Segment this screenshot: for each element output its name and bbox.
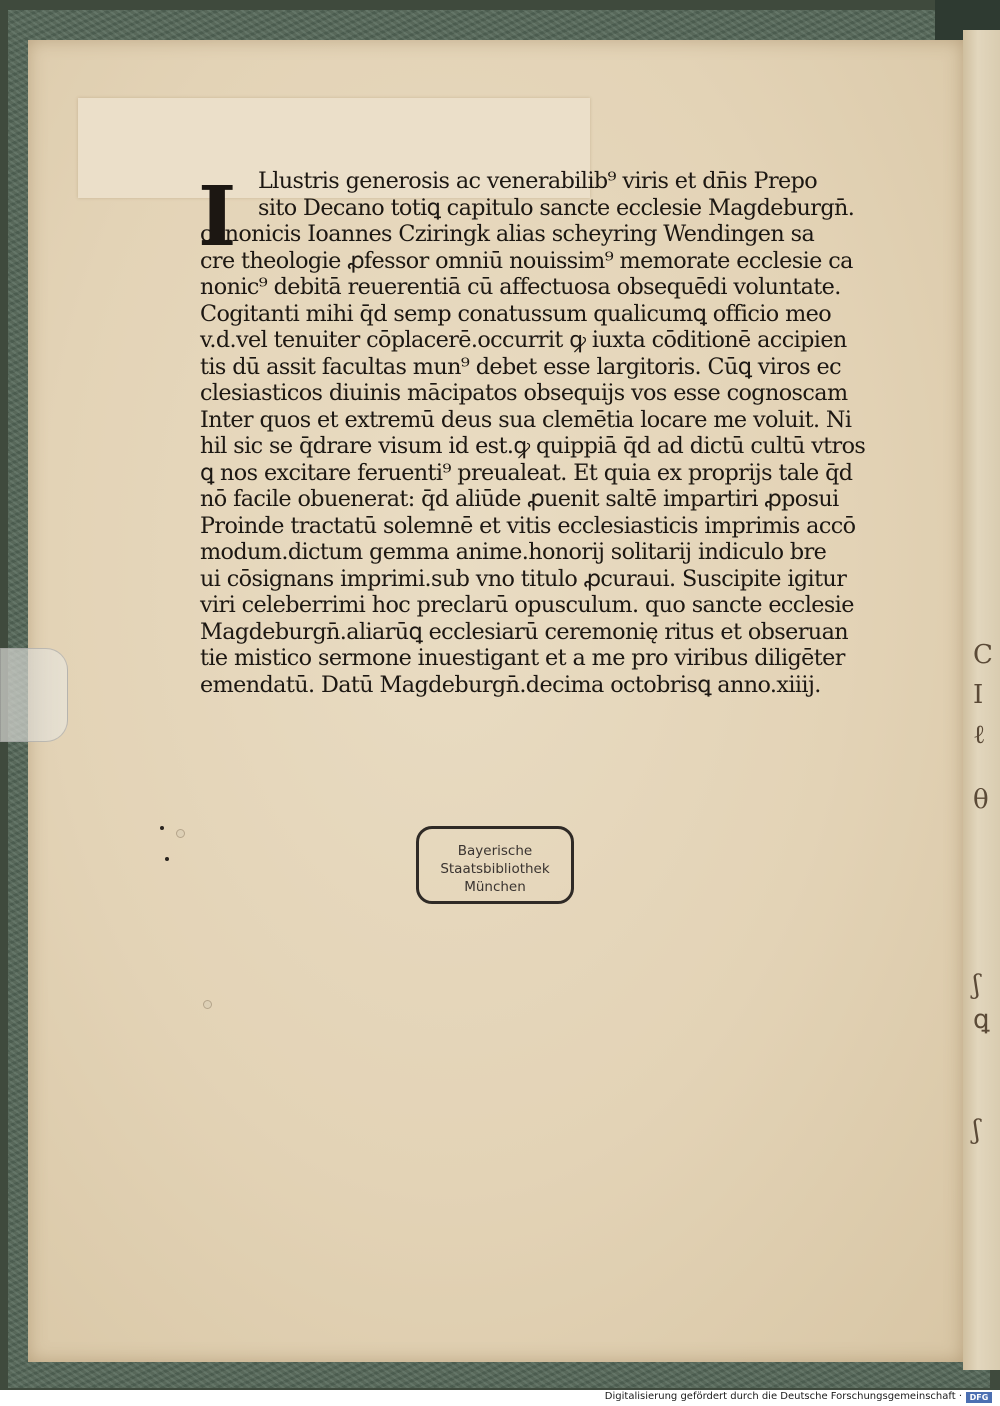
text-line: Proinde tractatū solemnē et vitis ecclesiasticis imprimis accō	[200, 512, 856, 539]
margin-mark: ꝗ	[973, 1005, 990, 1035]
text-line: Llustris generosis ac venerabilib⁹ viris et dn̄is Prepo	[258, 168, 818, 194]
text-line: nō facile obuenerat: q̄d aliūde ꝓuenit saltē impartiri ꝓposui	[200, 486, 839, 512]
stamp-line: München	[464, 879, 526, 895]
text-line: canonicis Ioannes Cziringk alias scheyring Wendingen sa	[200, 221, 815, 247]
text-line: modum.dictum gemma anime.honorij solitarij indiculo bre	[200, 539, 827, 565]
text-line: ꝗ nos excitare feruenti⁹ preualeat. Et quia ex proprijs tale q̄d	[200, 459, 853, 486]
stamp-line: Bayerische	[457, 843, 533, 859]
text-line: emendatū. Datū Magdeburgn̄.decima octobrisꝗ anno.xiiij.	[200, 671, 821, 698]
text-line: cre theologie ꝓfessor omniū nouissim⁹ memorate ecclesie ca	[200, 247, 853, 274]
text-line: tie mistico sermone inuestigant et a me pro viribus diligēter	[200, 645, 845, 671]
margin-mark: θ	[973, 785, 989, 815]
facing-page-edge	[963, 30, 1000, 1370]
dedication-text	[200, 168, 890, 698]
library-stamp	[416, 826, 574, 904]
digitization-footer	[0, 1390, 1000, 1406]
footer-credit: Digitalisierung gefördert durch die Deutsche Forschungsgemeinschaft ·	[604, 1391, 962, 1402]
text-line: ui cōsignans imprimi.sub vno titulo ꝓcuraui. Suscipite igitur	[200, 565, 847, 592]
stamp-line: Staatsbibliothek	[440, 861, 550, 877]
drop-initial: I	[198, 169, 236, 265]
text-line: v.d.vel tenuiter cōplacerē.occurrit ꝙ iuxta cōditionē accipien	[200, 327, 847, 353]
text-line: Inter quos et extremū deus sua clemētia locare me voluit. Ni	[200, 406, 852, 433]
text-line: Magdeburgn̄.aliarūꝗ ecclesiarū ceremonię ritus et obseruan	[200, 618, 849, 645]
dfg-logo-icon: DFG	[966, 1392, 992, 1403]
text-line: sito Decano totiꝗ capitulo sancte ecclesie Magdeburgn̄.	[258, 194, 855, 221]
paper-blemish	[203, 1000, 212, 1009]
margin-mark: ℓ	[973, 720, 986, 750]
text-line: Cogitanti mihi q̄d semp conatussum qualicumꝗ officio meo	[200, 300, 832, 327]
text-line: clesiasticos diuinis mācipatos obsequijs vos esse cognoscam	[200, 380, 848, 406]
clip-tab	[0, 648, 68, 742]
margin-mark: ʃ	[973, 1115, 981, 1145]
margin-mark: C	[973, 640, 993, 670]
text-line: tis dū assit facultas mun⁹ debet esse largitoris. Cūꝗ viros ec	[200, 353, 842, 380]
text-line: viri celeberrimi hoc preclarū opusculum. quo sancte ecclesie	[200, 592, 854, 618]
margin-mark: I	[973, 680, 984, 710]
margin-mark: ʃ	[973, 970, 981, 1000]
ink-speck	[165, 857, 169, 861]
text-line: nonic⁹ debitā reuerentiā cū affectuosa obsequēdi voluntate.	[200, 274, 841, 300]
ink-speck	[160, 826, 164, 830]
text-line: hil sic se q̄drare visum id est.ꝙ quippiā q̄d ad dictū cultū vtros	[200, 433, 866, 459]
paper-blemish	[176, 829, 185, 838]
